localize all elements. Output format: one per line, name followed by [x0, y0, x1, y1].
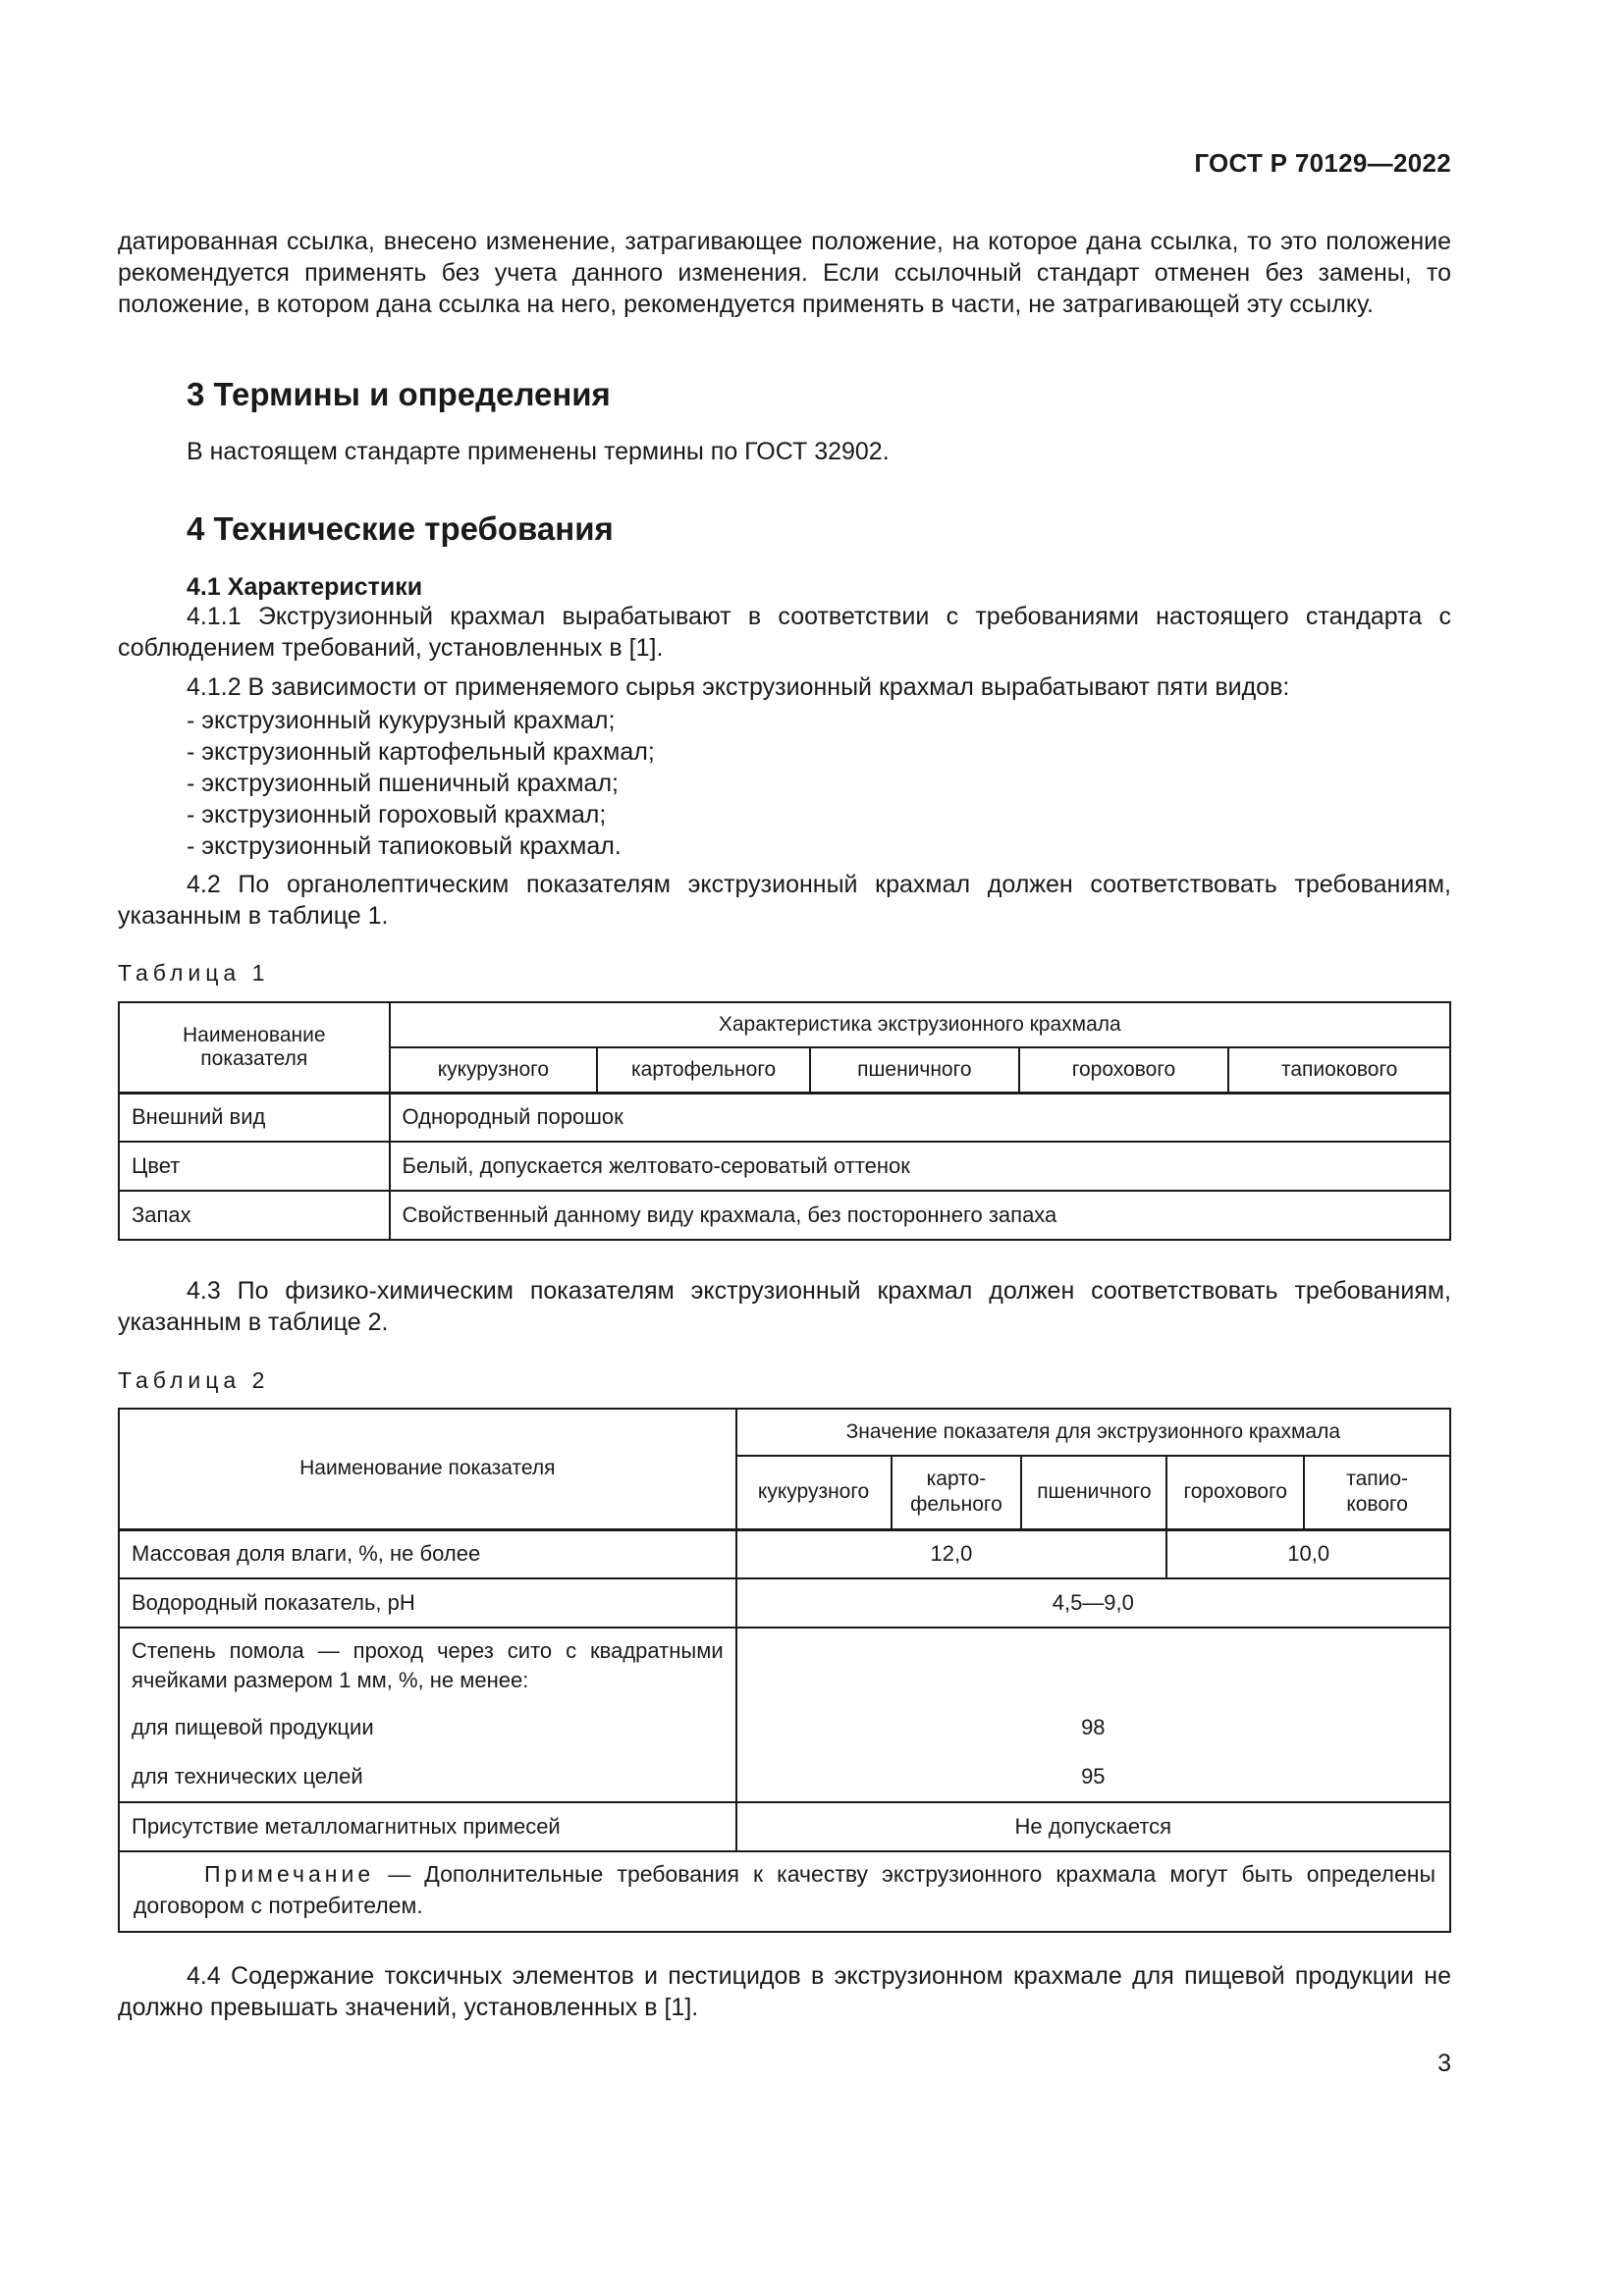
table-row: [119, 1802, 1450, 1851]
table-2-subheader: горохового: [1166, 1456, 1304, 1529]
table-2-group-header: Значение показателя для экструзионного крахмала: [736, 1409, 1450, 1456]
table-2-subheader: тапио- кового: [1304, 1456, 1450, 1529]
table-1-row-name: Запах: [119, 1191, 390, 1240]
table-row: [119, 1628, 1450, 1802]
table-2-grind-cell: [119, 1628, 736, 1802]
table-1-subheader: тапиокового: [1228, 1047, 1450, 1093]
table-row: [119, 1142, 1450, 1191]
section-3-title: 3 Термины и определения: [187, 376, 611, 412]
table-2-grind-food-label: для пищевой продукции: [132, 1715, 374, 1739]
section-3-text: В настоящем стандарте применены термины по ГОСТ 32902.: [187, 438, 890, 465]
table-2-grind-tech-value: 95: [1081, 1764, 1106, 1789]
table-1-row-name: Цвет: [119, 1142, 390, 1191]
table-1-header-indicator: Наименование показателя: [119, 1002, 390, 1093]
table-row: [119, 1191, 1450, 1240]
table-1-row-value: Однородный порошок: [390, 1093, 1450, 1142]
table-2-header-indicator: Наименование показателя: [119, 1409, 736, 1529]
table-row: [119, 1578, 1450, 1628]
document-code: ГОСТ Р 70129—2022: [1194, 148, 1451, 178]
table-1-caption: Таблица 1: [118, 960, 270, 986]
table-1-subheader: пшеничного: [810, 1047, 1019, 1093]
paragraph-4-2: 4.2 По органолептическим показателям экструзионный крахмал должен соответствовать требованиям, указанным в таблице 1.: [118, 871, 1451, 930]
intro-paragraph: датированная ссылка, внесено изменение, затрагивающее положение, на которое дана ссылка, то это положение рекомендуется применять без учета данного изменения. Если ссылочный стандарт отменен без замены, то положение, в котором дана ссылка на него, рекомендуется применять в части, не затрагивающей эту ссылку.: [118, 228, 1451, 318]
section-4-title: 4 Технические требования: [187, 510, 614, 547]
table-2-note-row: [119, 1851, 1450, 1932]
starch-types-list: [187, 705, 655, 862]
table-2-row-name: Массовая доля влаги, %, не более: [119, 1529, 736, 1578]
table-2-subheader: пшеничного: [1021, 1456, 1166, 1529]
table-2-value-legume: 10,0: [1166, 1529, 1450, 1578]
list-item: - экструзионный картофельный крахмал;: [187, 738, 655, 766]
table-2: [118, 1408, 1451, 1933]
table-2-grind-food-value: 98: [1081, 1715, 1106, 1739]
table-2-value-grain: 12,0: [736, 1529, 1167, 1578]
table-2-subheader: карто- фельного: [892, 1456, 1022, 1529]
table-1-row-value: Свойственный данному виду крахмала, без постороннего запаха: [390, 1191, 1450, 1240]
paragraph-4-1-1: 4.1.1 Экструзионный крахмал вырабатывают в соответствии с требованиями настоящего стандарта с соблюдением требований, установленных в [1].: [118, 603, 1451, 662]
table-2-row-name: Водородный показатель, pH: [119, 1578, 736, 1628]
table-1: [118, 1001, 1451, 1241]
table-2-note-text: — Дополнительные требования к качеству экструзионного крахмала могут быть определены договором с потребителем.: [134, 1861, 1435, 1918]
list-item: - экструзионный пшеничный крахмал;: [187, 770, 619, 797]
table-row: [119, 1093, 1450, 1142]
list-item: - экструзионный гороховый крахмал;: [187, 801, 607, 828]
table-2-caption: Таблица 2: [118, 1367, 270, 1393]
page-number: 3: [1437, 2050, 1451, 2077]
table-1-group-header: Характеристика экструзионного крахмала: [390, 1002, 1450, 1047]
paragraph-4-1-2: 4.1.2 В зависимости от применяемого сырья экструзионный крахмал вырабатывают пяти видов:: [187, 673, 1290, 701]
table-2-row-value: 4,5—9,0: [736, 1578, 1450, 1628]
table-1-subheader: кукурузного: [390, 1047, 598, 1093]
table-1-row-value: Белый, допускается желтовато-сероватый оттенок: [390, 1142, 1450, 1191]
table-row: [119, 1529, 1450, 1578]
table-2-row-name: Присутствие металломагнитных примесей: [119, 1802, 736, 1851]
list-item: - экструзионный кукурузный крахмал;: [187, 707, 616, 734]
table-2-note: [119, 1851, 1450, 1932]
table-2-grind-tech-label: для технических целей: [132, 1764, 363, 1789]
table-2-note-label: Примечание: [204, 1861, 375, 1887]
table-2-grind-values: [736, 1628, 1450, 1802]
table-2-row-value: Не допускается: [736, 1802, 1450, 1851]
paragraph-4-3: 4.3 По физико-химическим показателям экструзионный крахмал должен соответствовать требованиям, указанным в таблице 2.: [118, 1277, 1451, 1336]
table-1-subheader: горохового: [1019, 1047, 1229, 1093]
table-2-subheader: кукурузного: [736, 1456, 892, 1529]
table-1-row-name: Внешний вид: [119, 1093, 390, 1142]
subsection-4-1-title: 4.1 Характеристики: [187, 573, 423, 601]
table-1-subheader: картофельного: [597, 1047, 810, 1093]
table-2-row-name: Степень помола — проход через сито с квадратными ячейками размером 1 мм, %, не менее:: [132, 1638, 724, 1692]
paragraph-4-4: 4.4 Содержание токсичных элементов и пестицидов в экструзионном крахмале для пищевой продукции не должно превышать значений, установленных в [1].: [118, 1962, 1451, 2021]
list-item: - экструзионный тапиоковый крахмал.: [187, 832, 622, 860]
